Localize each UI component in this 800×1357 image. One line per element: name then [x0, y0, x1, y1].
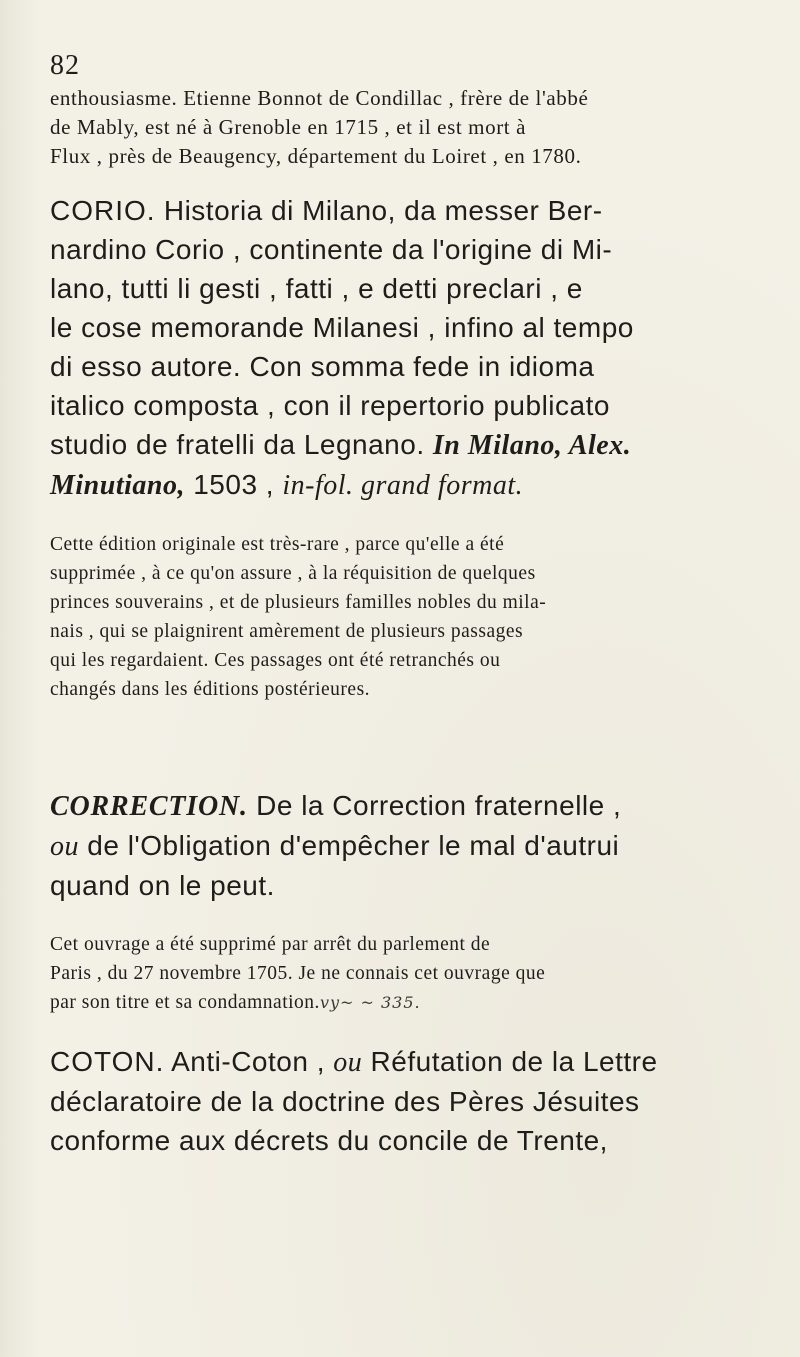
- note-line: qui les regardaient. Ces passages ont été retranchés ou: [50, 650, 501, 671]
- entry-title-line: studio de fratelli da Legnano.: [50, 429, 425, 460]
- entry-corio-note: [50, 530, 772, 704]
- entry-title-text: Anti-Coton ,: [171, 1046, 325, 1077]
- note-line: Paris , du 27 novembre 1705. Je ne connais cet ouvrage que: [50, 963, 546, 984]
- entry-title-line: lano, tutti li gesti , fatti , e detti preclari , e: [50, 273, 583, 304]
- entry-title-text: De la Correction fraternelle ,: [256, 790, 622, 821]
- note-line: supprimée , à ce qu'on assure , à la réquisition de quelques: [50, 563, 536, 584]
- entry-title-text: Historia di Milano, da messer Ber-: [163, 195, 603, 226]
- entry-imprint-format: in-fol. grand format.: [282, 470, 524, 501]
- note-line: nais , qui se plaignirent amèrement de plusieurs passages: [50, 621, 524, 642]
- entry-title-line: de l'Obligation d'empêcher le mal d'autrui: [87, 830, 620, 861]
- entry-title-line: le cose memorande Milanesi , infino al tempo: [50, 312, 634, 343]
- entry-title-text: Réfutation de la Lettre: [370, 1046, 658, 1077]
- entry-correction: [50, 786, 772, 905]
- entry-headword: CORRECTION.: [50, 791, 248, 822]
- entry-imprint-place: In Milano, Alex.: [432, 430, 632, 461]
- entry-title-or: ou: [333, 1047, 363, 1078]
- intro-line: enthousiasme. Etienne Bonnot de Condillac , frère de l'abbé: [50, 86, 589, 110]
- entry-headword: COTON.: [50, 1046, 165, 1077]
- entry-imprint-printer: Minutiano,: [50, 470, 185, 501]
- entry-title-line: déclaratoire de la doctrine des Pères Jésuites: [50, 1086, 640, 1117]
- entry-corio: [50, 191, 772, 505]
- entry-correction-note: [50, 930, 772, 1017]
- handwritten-annotation: vy~ ~ 335.: [319, 993, 421, 1012]
- note-line: Cette édition originale est très-rare , parce qu'elle a été: [50, 534, 505, 555]
- note-line: princes souverains , et de plusieurs familles nobles du mila-: [50, 592, 547, 613]
- entry-title-or: ou: [50, 831, 79, 862]
- page-number: 82: [50, 50, 80, 81]
- entry-title-line: di esso autore. Con somma fede in idioma: [50, 351, 595, 382]
- intro-line: Flux , près de Beaugency, département du Loiret , en 1780.: [50, 144, 582, 168]
- note-line: par son titre et sa condamnation.: [50, 992, 320, 1013]
- entry-imprint-year: 1503 ,: [184, 469, 283, 500]
- entry-title-line: nardino Corio , continente da l'origine di Mi-: [50, 234, 613, 265]
- entry-title-line: italico composta , con il repertorio publicato: [50, 390, 610, 421]
- intro-line: de Mably, est né à Grenoble en 1715 , et il est mort à: [50, 115, 526, 139]
- note-line: changés dans les éditions postérieures.: [50, 679, 371, 700]
- entry-title-line: conforme aux décrets du concile de Trente,: [50, 1125, 608, 1156]
- entry-title-line: quand on le peut.: [50, 870, 275, 901]
- note-line: Cet ouvrage a été supprimé par arrêt du parlement de: [50, 934, 491, 955]
- entry-coton: [50, 1042, 772, 1160]
- intro-paragraph: [50, 84, 772, 171]
- entry-headword: CORIO.: [50, 195, 156, 226]
